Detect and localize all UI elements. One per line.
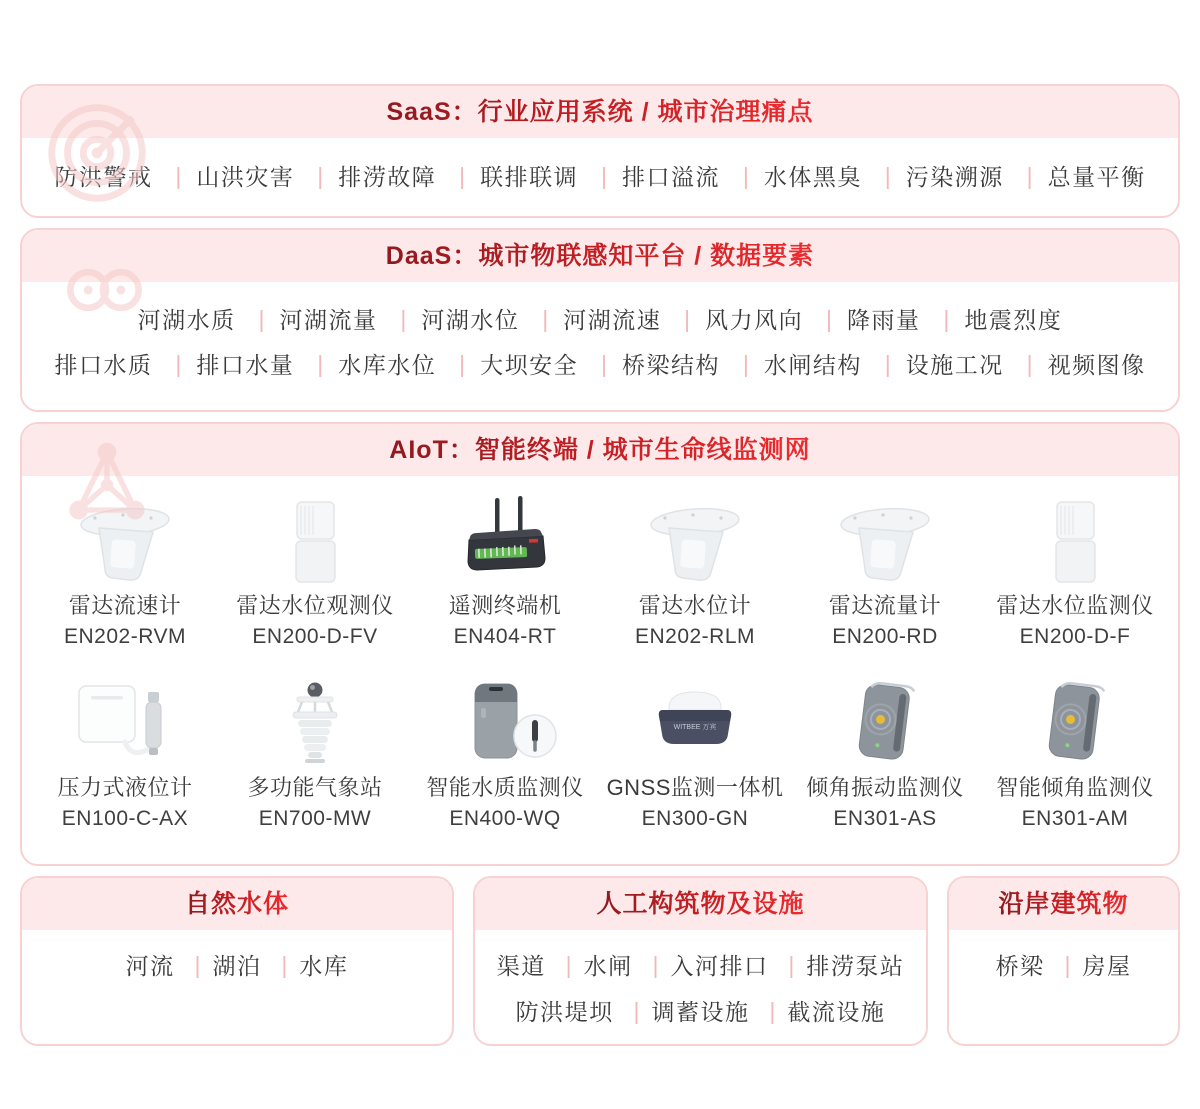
scene-item: | 入河排口 <box>640 953 768 979</box>
product-name: 压力式液位计 <box>57 775 193 800</box>
aiot-header-title: 智能终端 / 城市生命线监测网 <box>474 436 811 464</box>
saas-section <box>20 84 1180 218</box>
product-model: EN202-RVM <box>64 625 186 648</box>
weather-station-image <box>220 674 410 772</box>
daas-header-title: 城市物联感知平台 / 数据要素 <box>478 242 815 270</box>
daas-item: | 风力风向 <box>669 307 803 333</box>
product-model: EN300-GN <box>641 807 749 830</box>
tilt-sensor-image <box>790 674 980 772</box>
natural-water-header <box>22 878 452 930</box>
white-box-sensor-image <box>980 492 1170 590</box>
daas-section <box>20 228 1180 412</box>
product-name: 雷达水位监测仪 <box>996 593 1154 618</box>
daas-item: | 排口水量 <box>160 352 294 378</box>
product-model: EN200-D-F <box>1019 625 1131 648</box>
radar-sensor-image <box>600 492 790 590</box>
product-name: 倾角振动监测仪 <box>806 775 964 800</box>
scene-item: 河流 <box>125 953 175 979</box>
product-model: EN200-D-FV <box>252 625 378 648</box>
product-card <box>600 492 790 652</box>
product-card <box>600 674 790 834</box>
product-model: EN100-C-AX <box>61 807 189 830</box>
product-card <box>410 674 600 834</box>
natural-water-items <box>22 943 452 989</box>
scene-item: 渠道 <box>496 953 546 979</box>
daas-item: | 大坝安全 <box>444 352 578 378</box>
daas-item: | 河湖流速 <box>527 307 661 333</box>
daas-item: | 降雨量 <box>811 307 920 333</box>
scene-item: | 水库 <box>269 953 348 979</box>
product-model: EN404-RT <box>453 625 557 648</box>
product-card <box>30 492 220 652</box>
saas-item: 防洪警戒 <box>54 164 153 190</box>
rtu-terminal-image <box>410 492 600 590</box>
product-name: 智能水质监测仪 <box>426 775 584 800</box>
product-card <box>790 674 980 834</box>
riverside-buildings-items <box>949 943 1178 989</box>
product-name: 遥测终端机 <box>448 593 562 618</box>
riverside-buildings-title: 沿岸建筑物 <box>998 890 1129 918</box>
daas-item: 排口水质 <box>54 352 153 378</box>
product-name: 雷达流速计 <box>68 593 182 618</box>
scene-item: | 湖泊 <box>183 953 262 979</box>
product-model: EN301-AS <box>833 807 937 830</box>
product-name: 智能倾角监测仪 <box>996 775 1154 800</box>
product-model: EN400-WQ <box>449 807 561 830</box>
daas-item: | 河湖流量 <box>244 307 378 333</box>
saas-header-prefix: SaaS： <box>386 98 478 126</box>
man-made-structures-items-row-1 <box>475 943 926 989</box>
scene-item: | 调蓄设施 <box>622 999 750 1025</box>
saas-item: | 总量平衡 <box>1012 164 1146 190</box>
pressure-level-sensor-image <box>30 674 220 772</box>
daas-header-prefix: DaaS： <box>385 242 479 270</box>
aiot-section <box>20 422 1180 866</box>
scene-item: | 排涝泵站 <box>776 953 904 979</box>
scene-item: 防洪堤坝 <box>515 999 614 1025</box>
scene-boxes-row <box>20 876 1180 1046</box>
product-card <box>980 492 1170 652</box>
daas-item: | 设施工况 <box>870 352 1004 378</box>
saas-item: | 水体黑臭 <box>728 164 862 190</box>
product-name: 雷达水位计 <box>638 593 752 618</box>
daas-item: | 水库水位 <box>302 352 436 378</box>
gnss-brand-label: WITBEE 万宾 <box>673 724 717 731</box>
saas-header <box>22 86 1178 138</box>
saas-header-title: 行业应用系统 / 城市治理痛点 <box>477 98 814 126</box>
infographic-poster <box>20 0 1180 1046</box>
product-name: 多功能气象站 <box>247 775 383 800</box>
daas-item: | 地震烈度 <box>928 307 1062 333</box>
daas-item: | 桥梁结构 <box>586 352 720 378</box>
product-model: EN301-AM <box>1021 807 1129 830</box>
tilt-sensor-image <box>980 674 1170 772</box>
saas-item: | 排口溢流 <box>586 164 720 190</box>
daas-item: | 河湖水位 <box>385 307 519 333</box>
man-made-structures-items-row-2 <box>475 989 926 1035</box>
saas-item: | 联排联调 <box>444 164 578 190</box>
natural-water-title: 自然水体 <box>184 890 289 918</box>
water-quality-monitor-image <box>410 674 600 772</box>
product-card <box>410 492 600 652</box>
radar-sensor-image <box>790 492 980 590</box>
radar-sensor-image <box>30 492 220 590</box>
saas-item: | 山洪灾害 <box>160 164 294 190</box>
product-name: GNSS监测一体机 <box>606 775 784 800</box>
product-model: EN200-RD <box>832 625 938 648</box>
product-card <box>220 492 410 652</box>
product-model: EN202-RLM <box>634 625 756 648</box>
saas-items-row <box>22 159 1178 192</box>
man-made-structures-section <box>473 876 928 1046</box>
product-card <box>220 674 410 834</box>
product-name: 雷达流量计 <box>828 593 942 618</box>
product-card <box>30 674 220 834</box>
scene-item: | 截流设施 <box>757 999 885 1025</box>
daas-item: | 视频图像 <box>1012 352 1146 378</box>
product-name: 雷达水位观测仪 <box>236 593 394 618</box>
man-made-structures-title: 人工构筑物及设施 <box>596 890 805 918</box>
scene-item: | 水闸 <box>554 953 633 979</box>
white-box-sensor-image <box>220 492 410 590</box>
daas-item: | 水闸结构 <box>728 352 862 378</box>
daas-item: 河湖水质 <box>137 307 236 333</box>
aiot-header-prefix: AIoT： <box>389 436 475 464</box>
riverside-buildings-header <box>949 878 1178 930</box>
product-card <box>790 492 980 652</box>
saas-item: | 污染溯源 <box>870 164 1004 190</box>
riverside-buildings-section <box>947 876 1180 1046</box>
product-grid <box>30 492 1170 834</box>
product-model: EN700-MW <box>258 807 372 830</box>
daas-items-row-2 <box>22 343 1178 388</box>
aiot-header <box>22 424 1178 476</box>
product-card <box>980 674 1170 834</box>
gnss-receiver-image <box>600 674 790 772</box>
natural-water-section <box>20 876 454 1046</box>
saas-item: | 排涝故障 <box>302 164 436 190</box>
scene-item: 桥梁 <box>995 953 1045 979</box>
daas-items-row-1 <box>22 298 1178 343</box>
man-made-structures-header <box>475 878 926 930</box>
scene-item: | 房屋 <box>1052 953 1131 979</box>
daas-header <box>22 230 1178 282</box>
